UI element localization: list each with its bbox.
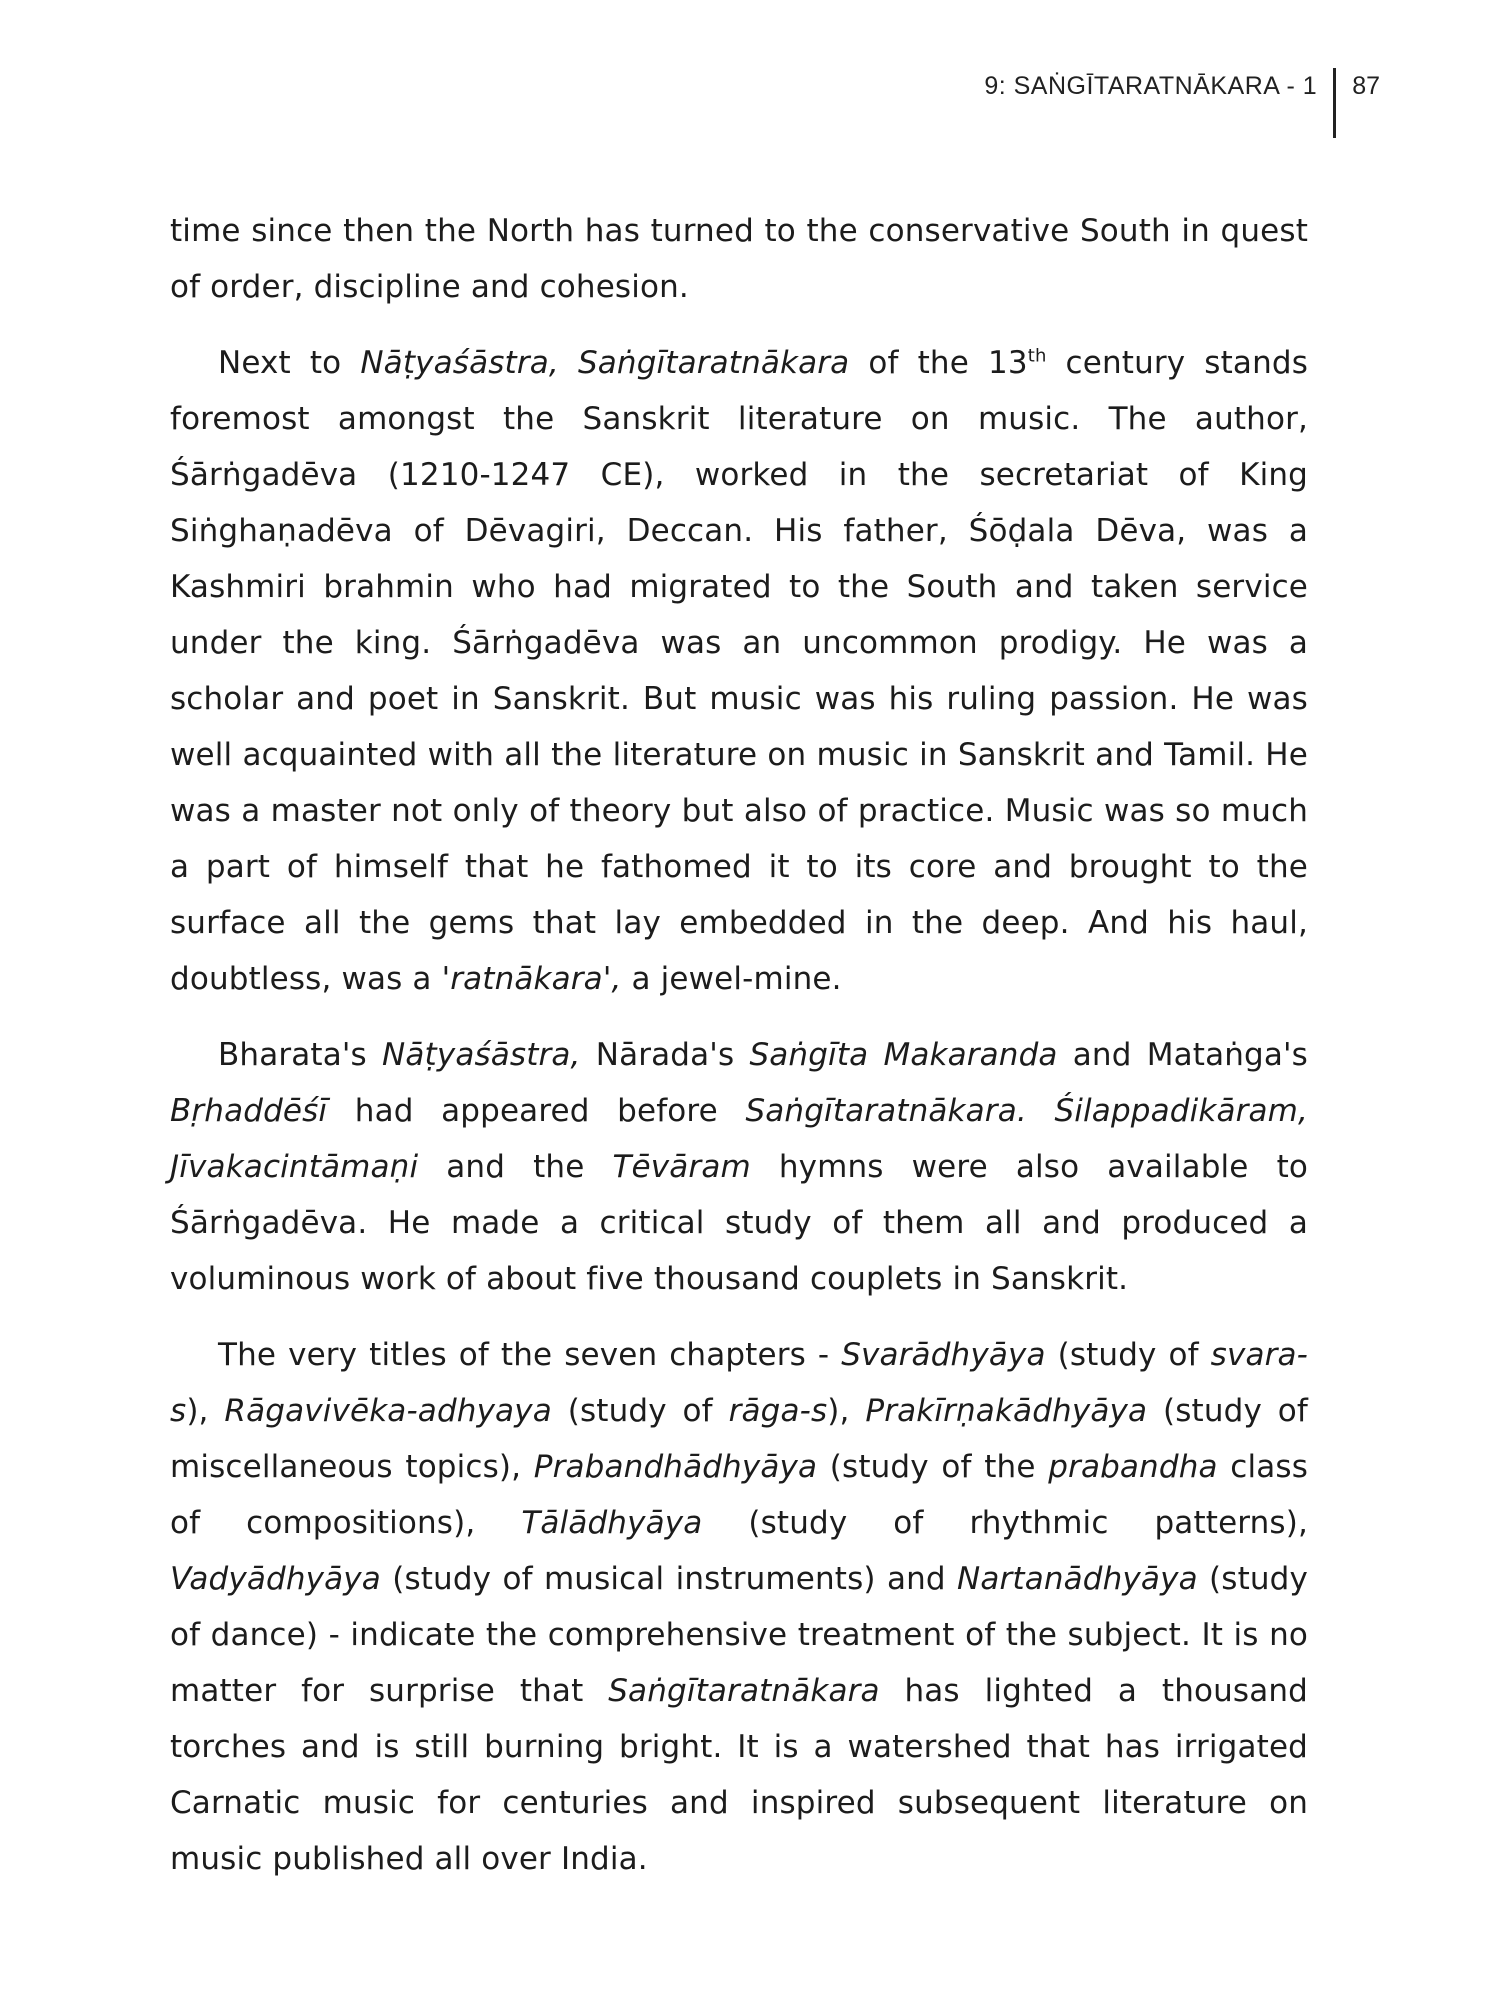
italic-term: rāga-s (728, 1393, 828, 1429)
text-run: Next to (218, 345, 361, 381)
chapter-title: 9: SAṄGĪTARATNĀKARA - 1 (984, 72, 1318, 100)
text-run: The very titles of the seven chapters - (218, 1337, 842, 1373)
page-number: 87 (1352, 72, 1380, 100)
italic-term: Bṛhaddēśī (170, 1093, 328, 1129)
text-run: century stands foremost amongst the Sanskrit literature on music. The author, Śārṅgadēva (1210-1247 CE), worked in the secretariat of King Siṅghaṇadēva of Dēvagiri, Deccan. His father, Śōḍala Dēva, was a Kashmiri brahmin who had migrated to the South and taken service under the king. Śārṅgadēva was an uncommon prodigy. He was a scholar and poet in Sanskrit. But music was his ruling passion. He was well acquainted with all the literature on music in Sanskrit and Tamil. He was a master not only of theory but also of practice. Music was so much a part of himself that he fathomed it to its core and brought to the surface all the gems that lay embedded in the deep. And his haul, doubtless, was a (170, 345, 1308, 997)
italic-term: Saṅgīta Makaranda (749, 1037, 1058, 1073)
text-run: and Mataṅga's (1057, 1037, 1308, 1073)
text-run: class of compositions), (170, 1449, 1308, 1541)
italic-term: Tēvāram (612, 1149, 751, 1185)
italic-term: Saṅgītaratnākara. (745, 1093, 1027, 1129)
text-run: (study of (1045, 1337, 1211, 1373)
paragraph-3 (170, 1027, 1308, 1307)
text-run: Nārada's (580, 1037, 750, 1073)
italic-term: Svarādhyāya (841, 1337, 1046, 1373)
italic-term: Vadyādhyāya (170, 1561, 381, 1597)
italic-term: Prabandhādhyāya (533, 1449, 818, 1485)
text-run: had appeared before (327, 1093, 746, 1129)
text-run: (study of dance) - indicate the comprehensive treatment of the subject. It is no matter for surprise that (170, 1561, 1308, 1709)
italic-term: Saṅgītaratnākara (577, 345, 850, 381)
text-run: and the (418, 1149, 613, 1185)
paragraph-1 (170, 203, 1308, 315)
italic-term: Prakīrṇakādhyāya (865, 1393, 1148, 1429)
text-run: (study of rhythmic patterns), (702, 1505, 1308, 1541)
text-run: (study of miscellaneous topics), (170, 1393, 1308, 1485)
text-run: (study of the (817, 1449, 1049, 1485)
superscript: th (1027, 345, 1047, 367)
text-run: ), (827, 1393, 866, 1429)
body-text (170, 203, 1308, 1887)
italic-term: Śilappadikāram, Jīvakacintāmaṇi (170, 1093, 1308, 1185)
italic-term: Nartanādhyāya (957, 1561, 1198, 1597)
italic-term: Tālādhyāya (521, 1505, 703, 1541)
text-run: hymns were also available to Śārṅgadēva. He made a critical study of them all and produced a voluminous work of about five thousand couplets in Sanskrit. (170, 1149, 1308, 1297)
text-run: (study of musical instruments) and (380, 1561, 958, 1597)
text-run: a jewel-mine. (621, 961, 842, 997)
italic-term: 'ratnākara', (441, 961, 622, 997)
italic-term: Nāṭyaśāstra, (360, 345, 559, 381)
running-head (984, 68, 1380, 138)
italic-term: prabandha (1048, 1449, 1218, 1485)
text-run: of the 13 (849, 345, 1028, 381)
paragraph-2 (170, 335, 1308, 1007)
text-run: (study of (551, 1393, 729, 1429)
text-run: Bharata's (218, 1037, 383, 1073)
italic-term: Rāgavivēka-adhyaya (224, 1393, 552, 1429)
text-run: time since then the North has turned to the conservative South in quest of order, discipline and cohesion. (170, 213, 1308, 305)
text-run (1027, 1093, 1055, 1129)
italic-term: svara-s (170, 1337, 1308, 1429)
text-run: ), (186, 1393, 225, 1429)
italic-term: Nāṭyaśāstra, (382, 1037, 581, 1073)
italic-term: Saṅgītaratnākara (608, 1673, 880, 1709)
text-run: has lighted a thousand torches and is still burning bright. It is a watershed that has irrigated Carnatic music for centuries and inspired subsequent literature on music published all over India. (170, 1673, 1308, 1877)
paragraph-4 (170, 1327, 1308, 1887)
text-run (559, 345, 578, 381)
